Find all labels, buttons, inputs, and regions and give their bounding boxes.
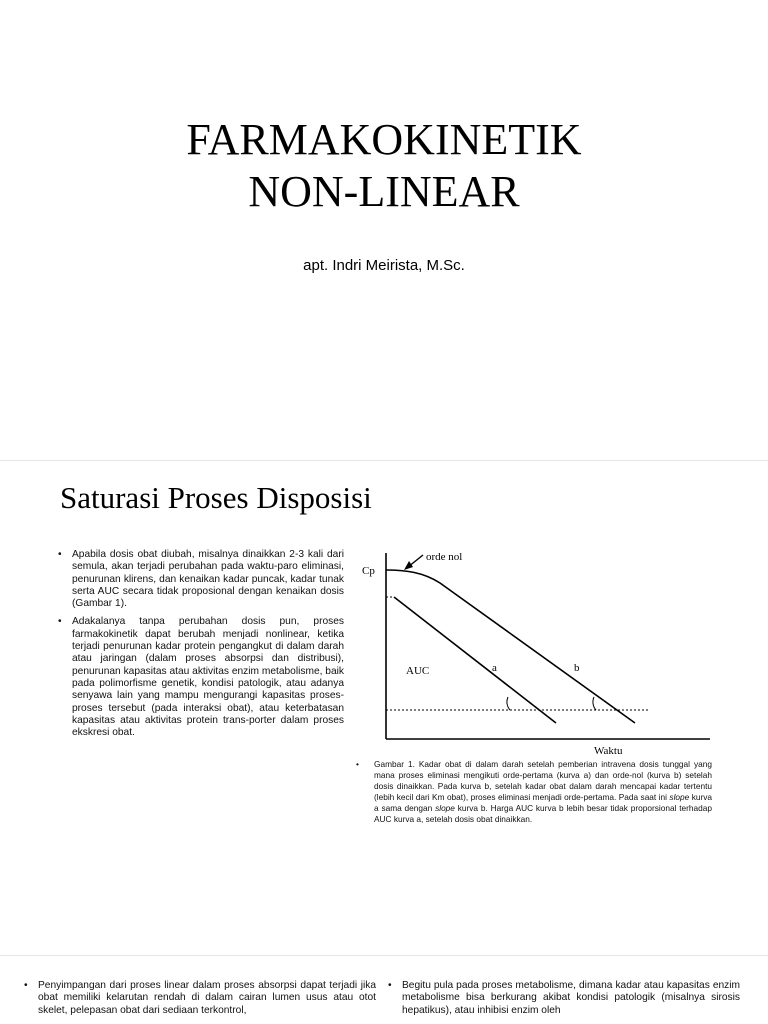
caption-slope-2: slope bbox=[435, 803, 455, 814]
angle-arc-b bbox=[593, 697, 596, 710]
annotation-arrow-head bbox=[404, 561, 413, 570]
nonlinear-causes-slide bbox=[0, 955, 768, 1024]
slide-title: Saturasi Proses Disposisi bbox=[60, 480, 372, 515]
caption-slope-1: slope bbox=[669, 792, 690, 803]
author-name: apt. Indri Meirista, M.Sc. bbox=[303, 257, 465, 274]
annotation-orde-nol: orde nol bbox=[426, 551, 463, 563]
angle-arc-a bbox=[507, 697, 510, 710]
bullet-item-1: • Apabila dosis obat diubah, misalnya dinaikkan 2-3 kali dari semula, akan terjadi perubahan pada waktu-paro eliminasi, penurunan klirens, dan kenaikan kadar puncak, kadar tunak serta AUC secara tidak proposional dengan kenaikan dosis (Gambar 1). bbox=[58, 549, 344, 610]
auc-label: AUC bbox=[406, 665, 430, 677]
curve-a-label: a bbox=[492, 662, 497, 674]
bullet-item-metabolism: • Begitu pula pada proses metabolisme, dimana kadar atau kapasitas enzim metabolisme bisa berkurang akibat kondisi patologik (misalnya sirosis hepatikus), atau inhibisi enzim oleh bbox=[388, 980, 740, 1017]
main-title-line-1: FARMAKOKINETIK bbox=[186, 115, 582, 164]
caption-text-2: kurva a sama dengan bbox=[374, 792, 712, 814]
y-axis-label: Cp bbox=[362, 565, 375, 577]
saturation-slide bbox=[0, 460, 768, 955]
bullet-item-2: • Adakalanya tanpa perubahan dosis pun, proses farmakokinetik dapat berubah menjadi nonlinear, ketika terjadi penurunan kadar protein pengangkut di dalam darah atau jaringan (dalam proses absorpsi dan distribusi), penurunan kapasitas atau aktivitas enzim metabolisme, baik pada polimorfisme genetik, kondisi patologik, atau adanya senyawa lain yang mampu mengurangi kapasitas proses-proses tersebut (pada interaksi obat), atau keterbatasan kapasitas atau aktivitas protein trans-porter dalam proses ekskresi obat. bbox=[58, 616, 344, 739]
main-title-line-2: NON-LINEAR bbox=[248, 167, 520, 216]
main-title bbox=[84, 114, 684, 218]
curve-a-line bbox=[394, 597, 556, 723]
pharmacokinetic-figure bbox=[360, 548, 720, 762]
figure-caption bbox=[356, 759, 712, 826]
bullet-list bbox=[58, 549, 344, 745]
curve-b-line bbox=[386, 570, 635, 723]
caption-text-3: kurva b. Harga AUC kurva b lebih besar tidak proporsional terhadap AUC kurva a, setelah dosis obat dinaikkan. bbox=[374, 803, 712, 825]
bullet-list-left bbox=[24, 980, 376, 1017]
title-slide bbox=[0, 0, 768, 460]
curve-b-label: b bbox=[574, 662, 580, 674]
caption-text-1: Gambar 1. Kadar obat di dalam darah setelah pemberian intravena dosis tunggal yang mana proses eliminasi mengikuti orde-pertama (kurva a) dan orde-nol (kurva b) setelah dosis dinaikkan. Pada kurva b, setelah kadar obat dalam darah mencapai kadar tertentu (lebih kecil dari Km obat), proses eliminasi menjadi orde-pertama. Pada saat ini bbox=[374, 759, 712, 803]
bullet-list-right bbox=[388, 980, 740, 1017]
figure-graph bbox=[360, 548, 720, 762]
x-axis-label: Waktu bbox=[594, 745, 623, 757]
figure-caption-list bbox=[356, 759, 712, 826]
bullet-item-absorption: • Penyimpangan dari proses linear dalam proses absorpsi dapat terjadi jika obat memiliki kelarutan rendah di dalam cairan lumen usus atau otot skelet, pelepasan obat dari sediaan terkontrol, bbox=[24, 980, 376, 1017]
